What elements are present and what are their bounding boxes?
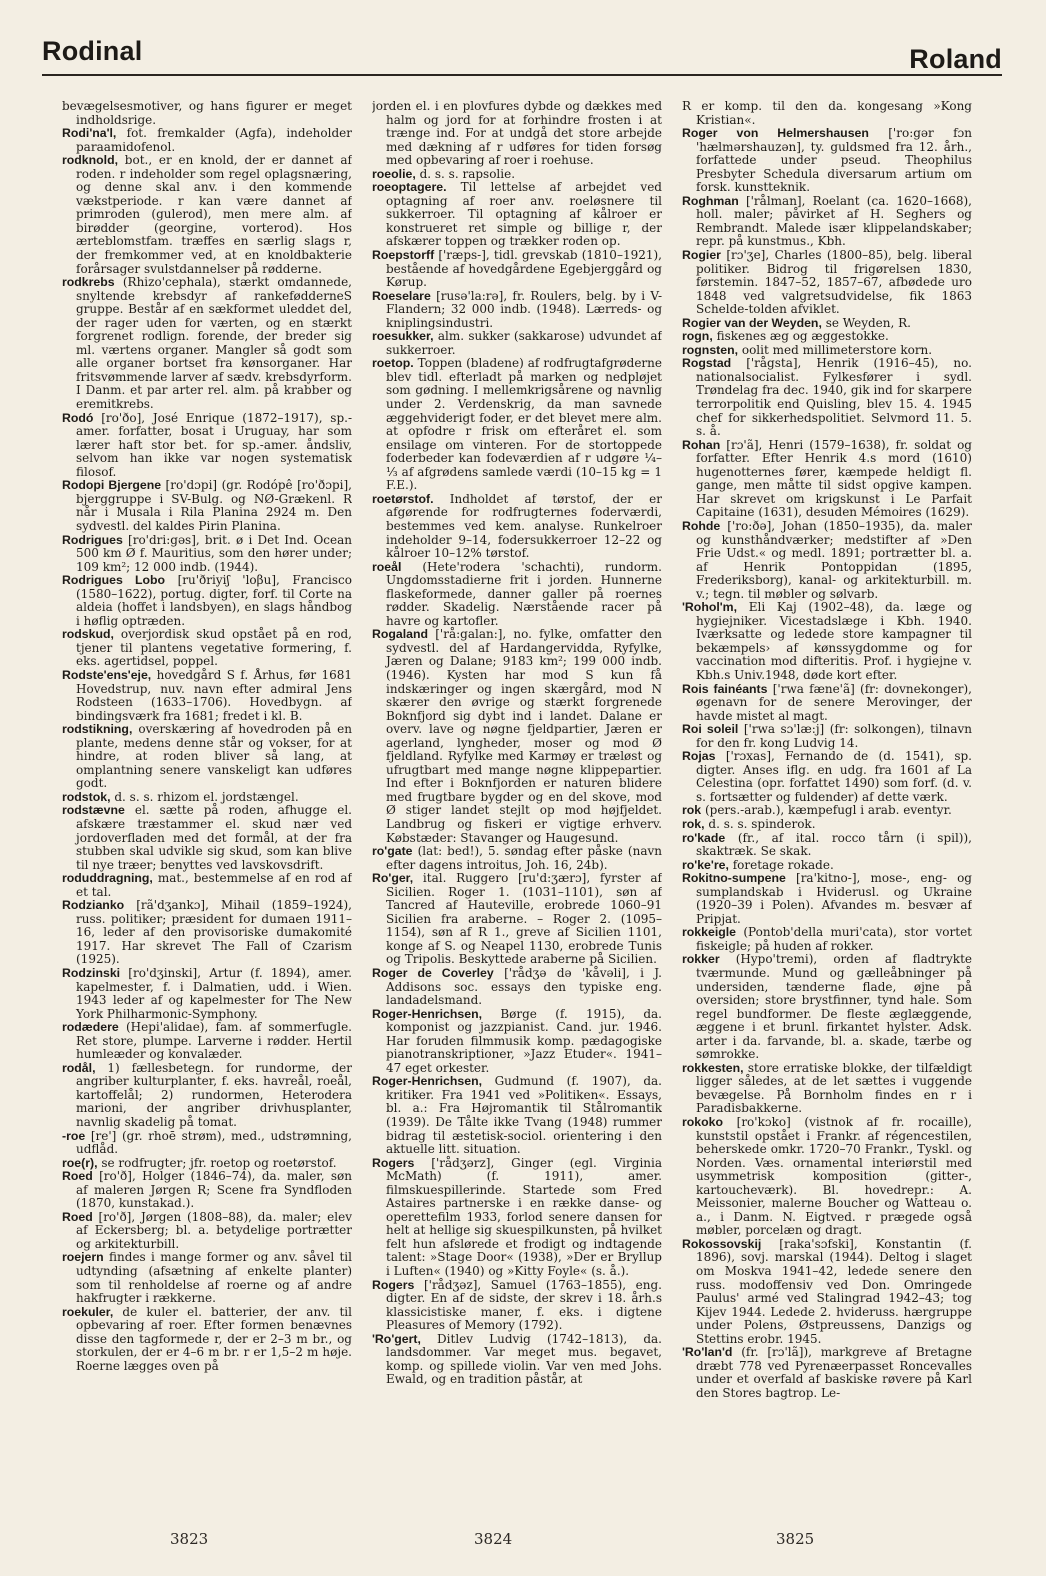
dictionary-entry [682, 723, 972, 750]
entry-definition: findes i mange former og anv. såvel til udtynding (afsætning af enkelte planter) som til renholdelse af roerne og af andre hakfrugter i rækkerne. [76, 1250, 352, 1306]
entry-headword: Roeselare [372, 288, 431, 303]
dictionary-entry [372, 1008, 662, 1076]
entry-headword: rok, [682, 816, 705, 831]
entry-definition: ['rågsta], Henrik (1916–45), no. nationalsocialist. Fylkesfører i sydl. Trøndelag fra dec. 1940, gik ind for skarpere terrorpolitik end Quisling, blev 15. 4. 1945 chef for sikkerhedspolitiet. Selvmord 11. 5. s. å. [696, 356, 972, 439]
entry-definition: [ro'dɔpi] (gr. Rodópê [ro'ðɔpi], bjerggruppe i SV-Bulg. og NØ-Grækenl. R når i Musala i Rila Planina 2924 m. Den sydvestl. del kaldes Pirin Planina. [76, 478, 352, 533]
dictionary-entry [62, 154, 352, 276]
dictionary-entry [62, 967, 352, 1021]
dictionary-entry [372, 1075, 662, 1156]
entry-definition: [rɔ'ʒe], Charles (1800–85), belg. liberal politiker. Bidrog til frigørelsen 1830, førstemin. 1847–52, 1857–67, afbødede uro 1848 ved valgretsudvidelse, fik 1863 Schelde-tolden afviklet. [696, 248, 972, 317]
entry-definition: [rã'dʒankɔ], Mihail (1859–1924), russ. politiker; præsident for dumaen 1911–16, leder af den provisoriske dumakomité 1917. Har skrevet The Fall of Czarism (1925). [76, 898, 352, 967]
entry-headword: Roger-Henrichsen, [372, 1074, 483, 1089]
entry-headword: rodædere [62, 1020, 119, 1035]
entry-headword: Rodopi Bjergene [62, 478, 162, 493]
dictionary-entry [62, 804, 352, 872]
entry-headword: roejern [62, 1250, 104, 1265]
entry-headword: roesukker, [372, 329, 434, 344]
entry-definition: de kuler el. batterier, der anv. til opbevaring af roer. Efter formen benævnes disse den tagformede r, der er 2–3 m br., og storkulen, der er 4–6 m br. r er 1,5–2 m høje. Roerne lægges oven på [76, 1304, 352, 1373]
entry-headword: rodkrebs [62, 275, 115, 290]
dictionary-entry [682, 953, 972, 1061]
entry-definition: (lat: bed!), 5. søndag efter påske (navn efter dagens introitus, Joh. 16, 24b). [386, 844, 662, 872]
entry-headword: ro'gate [372, 844, 413, 859]
entry-definition: foretage rokade. [732, 857, 834, 872]
dictionary-entry [372, 249, 662, 290]
page-number-left: 3823 [170, 1530, 209, 1548]
entry-headword: rokker [682, 952, 720, 967]
dictionary-entry [62, 412, 352, 480]
entry-headword: rokkesten, [682, 1060, 744, 1075]
entry-definition: ['ræps-], tidl. grevskab (1810–1921), bestående af hovedgårdene Egebjerggård og Kørup. [386, 248, 662, 290]
entry-definition: ['rålman], Roelant (ca. 1620–1668), holl. maler; påvirket af H. Seghers og Rembrandt. Malede især klippelandskaber; repr. på kunstmus., Kbh. [696, 193, 972, 249]
entry-definition: oolit med millimeterstore korn. [741, 342, 933, 357]
running-head-left: Rodinal [42, 36, 143, 66]
dictionary-entry [62, 1306, 352, 1374]
dictionary-entry [682, 750, 972, 804]
entry-headword: Rodzinski [62, 966, 121, 980]
entry-definition: ['ro:gər fɔn 'hælmərshauzən], ty. guldsmed fra 12. årh., forfattede under pseud. Theophilus Presbyter Schedula diversarum artium om forsk. kunstteknik. [696, 126, 972, 195]
entry-definition: d. s. s. spinderok. [708, 816, 816, 831]
entry-headword: rokoko [682, 1115, 723, 1130]
entry-headword: Rogaland [372, 627, 429, 642]
entry-headword: rogn, [682, 329, 713, 344]
dictionary-entry [682, 357, 972, 438]
entry-headword: Roi soleil [682, 722, 739, 737]
entry-headword: Rogier [682, 248, 721, 263]
dictionary-entry [682, 100, 972, 127]
dictionary-entry [682, 818, 972, 832]
dictionary-entry [372, 1157, 662, 1279]
entry-headword: 'Ro'gert, [372, 1331, 421, 1346]
entry-headword: Roger de Coverley [372, 966, 494, 980]
entry-headword: roeoptagere. [372, 180, 447, 195]
entry-headword: Rohan [682, 437, 721, 452]
entry-definition: [ro'ð], Holger (1846–74), da. maler, søn af maleren Jørgen R; Scene fra Syndfloden (1870, kunstakad.). [76, 1169, 352, 1211]
entry-definition: (Hepi'alidae), fam. af sommerfugle. Ret store, plumpe. Larverne i rødder. Hertil humleæder og konvalæder. [76, 1020, 352, 1062]
dictionary-entry [682, 1116, 972, 1238]
entry-headword: Rodrigues [62, 532, 123, 547]
entry-headword: roduddragning, [62, 871, 153, 886]
entry-headword: Roepstorff [372, 248, 435, 263]
entry-headword: rodknold, [62, 153, 119, 168]
dictionary-entry [372, 1333, 662, 1387]
dictionary-entry [682, 872, 972, 926]
entry-headword: rodskud, [62, 627, 114, 642]
entry-definition: (fr., af ital. rocco tårn (i spil)), skaktræk. Se skak. [696, 830, 972, 859]
dictionary-entry [62, 899, 352, 967]
entry-definition: (Rhizo'cephala), stærkt omdannede, snyltende krebsdyr af rankefødderneS gruppe. Består af en sækformet uleddet del, der rager uden for værten, og en stærkt forgrenet rodlign. forende, der breder sig ml. værtens organer. Mangler så godt som alle organer bortset fra kønsorganer. Har fritsvømmende larver af sædv. krebsdyrform. I Danm. et par arter rel. alm. på krabber og eremitkrebs. [76, 275, 352, 412]
entry-headword: Roghman [682, 193, 739, 208]
dictionary-entry [682, 1062, 972, 1116]
entry-definition: se rodfrugter; jfr. roetop og roetørstof. [101, 1155, 337, 1170]
entry-headword: Roger von Helmershausen [682, 126, 869, 141]
dictionary-entry [372, 290, 662, 331]
dictionary-entry [62, 1170, 352, 1211]
dictionary-entry [372, 1279, 662, 1333]
entry-definition: overjordisk skud opstået på en rod, tjener til plantens vegetative formering, f. eks. agertidsel, poppel. [76, 627, 352, 669]
dictionary-entry [372, 845, 662, 872]
entry-headword: Roger-Henrichsen, [372, 1006, 483, 1021]
dictionary-entry [682, 195, 972, 249]
dictionary-entry [62, 723, 352, 791]
entry-headword: Rodste'ens'eje, [62, 667, 152, 682]
dictionary-entry [62, 1062, 352, 1130]
dictionary-entry [372, 872, 662, 967]
entry-headword: Rogstad [682, 356, 732, 371]
entry-headword: rodål, [62, 1060, 96, 1075]
dictionary-entry [682, 1346, 972, 1400]
entry-definition: d. s. s. rapsolie. [419, 166, 516, 181]
entry-definition: d. s. s. rhizom el. jordstængel. [114, 789, 299, 804]
dictionary-entry [682, 330, 972, 344]
entry-definition: hovedgård S f. Århus, før 1681 Hovedstrup, nuv. navn efter admiral Jens Rodsteen (1633–1706). Hovedbygn. af bindingsværk fra 1681; fredet i kl. B. [76, 667, 352, 723]
dictionary-entry [372, 168, 662, 182]
entry-headword: -roe [62, 1128, 86, 1143]
page-number-middle: 3824 [474, 1530, 513, 1548]
entry-definition: ['rådʒəz], Samuel (1763–1855), eng. digter. En af de sidste, der skrev i 18. årh.s klassicistiske maner, f. eks. i digtene Pleasures of Memory (1792). [386, 1277, 662, 1333]
entry-definition: [ru'ðriyiʃ 'loβu], Francisco (1580–1622), portug. digter, forf. til Corte na aldeia (hoffet i landsbyen), en slags håndbog i høflig optræden. [76, 573, 352, 628]
entry-headword: roe(r), [62, 1155, 98, 1170]
dictionary-entry [62, 1130, 352, 1157]
entry-definition: ['rwa fæne'ã] (fr: dovnekonger), øgenavn for de senere Merovinger, der havde mistet al magt. [696, 681, 972, 723]
dictionary-entry [372, 330, 662, 357]
entry-headword: Ro'ger, [372, 871, 414, 886]
entry-definition: 1) fællesbetegn. for rundorme, der angriber kulturplanter, f. eks. havreål, roeål, kartoffelål; 2) rundormen, Heterodera marioni, der angriber drivhusplanter, navnlig skadelig på tomat. [76, 1060, 352, 1130]
entry-definition: [ra'kitno-], mose-, eng- og sumplandskab i Hviderusl. og Ukraine (1920–39 i Polen). Afvandes m. besvær af Pripjat. [696, 871, 972, 926]
entry-definition: alm. sukker (sakkarose) udvundet af sukkerroer. [386, 329, 662, 357]
dictionary-entry [682, 127, 972, 195]
dictionary-entry [372, 181, 662, 249]
entry-definition: [ro'ðo], José Enrique (1872–1917), sp.-amer. forfatter, bosat i Uruguay, har som lærer haft stor bet. for sp.-amer. åndsliv, selvom han ikke var nogen systematisk filosof. [76, 410, 352, 479]
entry-headword: roetop. [372, 356, 414, 371]
entry-definition: Til lettelse af arbejdet ved optagning af roer anv. roeløsnere til sukkerroer. Til optagning af kålroer er konstrueret ret simple og billige r, der afskærer toppen og trækker roden op. [386, 180, 662, 249]
entry-definition: R er komp. til den da. kongesang »Kong Kristian«. [682, 100, 972, 127]
entry-definition: mat., bestemmelse af en rod af et tal. [76, 871, 352, 899]
dictionary-entry [682, 926, 972, 953]
entry-headword: rodstok, [62, 789, 111, 804]
entry-headword: rognsten, [682, 342, 739, 357]
dictionary-entry [62, 1211, 352, 1252]
entry-definition: [ro'kɔko] (vistnok af fr. rocaille), kunststil opstået i Frankr. af régencestilen, beherskede omkr. 1720–70 Frankr., Tyskl. og Norden. Væs. ornamental interiørstil med usymmetrisk komposition (gitter-, kartoucheværk). Bl. hovedrepr.: A. Meissonier, malerne Boucher og Watteau o. a., i Danm. N. Eigtved. r prægede også møbler, porcelæn og dragt. [696, 1115, 972, 1238]
entry-headword: Rokossovskij [682, 1236, 762, 1251]
dictionary-entry [372, 561, 662, 629]
entry-definition: (fr. [rɔ'lã]), markgreve af Bretagne dræbt 778 ved Pyrenæerpasset Roncevalles under et overfald af baskiske røvere på Karl den Stores bagtrop. Le- [696, 1345, 972, 1400]
dictionary-entry [62, 1251, 352, 1305]
entry-definition: (Pontob'della muri'cata), stor vortet fiskeigle; på huden af rokker. [696, 925, 972, 953]
dictionary-entry [62, 534, 352, 575]
dictionary-entry [682, 439, 972, 520]
column-1 [62, 100, 352, 1510]
entry-definition: overskæring af hovedroden på en plante, medens denne står og vokser, for at hindre, at roden bliver så lang, at omplantning senere vanskeligt kan udføres godt. [76, 722, 352, 791]
entry-headword: 'Rohol'm, [682, 600, 738, 615]
entry-headword: roetørstof. [372, 491, 434, 506]
entry-headword: Rogers [372, 1277, 415, 1292]
entry-definition: el. sætte på roden, afhugge el. afskære træstammer el. skud nær ved jordoverfladen med det formål, at der fra stubben skal udvikle sig skud, som kan blive til nye træer; benyttes ved lavskovsdrift. [76, 803, 352, 872]
dictionary-entry [682, 601, 972, 682]
dictionary-entry [62, 276, 352, 411]
dictionary-entry [682, 1238, 972, 1346]
dictionary-entry [372, 357, 662, 492]
entry-headword: roeolie, [372, 166, 416, 181]
entry-definition: [raka'sɔfski], Konstantin (f. 1896), sovj. marskal (1944). Deltog i slaget om Moskva 1941–42, ledede senere den russ. modoffensiv ved Don. Omringede Paulus' armé ved Stalingrad 1942–43; tog Kijev 1944. Ledede 2. hvideruss. hærgruppe under Polens, Østpreussens, Danzigs og Stettins erobr. 1945. [696, 1236, 972, 1346]
entry-definition: Toppen (bladene) af rodfrugtafgrøderne blev tidl. efterladt på marken og nedpløjet som gødning. I mellemkrigsårene og navnlig under 2. Verdenskrig, da man savnede æggehviderigt foder, er det blevet mere alm. at opfodre r frisk om efteråret el. som ensilage om vinteren. For de stortoppede foderbeder kan fodeværdien af r udgøre ¼–⅓ af afgrødens samlede værdi (10–15 kg = 1 F.E.). [386, 356, 662, 493]
entry-definition: bevægelsesmotiver, og hans figurer er meget indholdsrige. [62, 100, 352, 127]
dictionary-entry [62, 100, 352, 127]
column-2 [372, 100, 662, 1510]
entry-headword: Rois fainéants [682, 681, 768, 696]
header-rule [42, 74, 1002, 76]
entry-definition: ital. Ruggero [ru'd:ʒærɔ], fyrster af Sicilien. Roger 1. (1031–1101), søn af Tancred af Hauteville, erobrede 1060–91 Sicilien fra araberne. – Roger 2. (1095–1154), søn af R 1., greve af Sicilien 1101, konge af S. og Neapel 1130, erobrede Tunis og Tripolis. Beskyttede araberne på Sicilien. [386, 871, 662, 967]
dictionary-entry [372, 100, 662, 168]
entry-definition: [ro'ð], Jørgen (1808–88), da. maler; elev af Eckersberg; bl. a. betydelige portrætter og arkitekturbill. [76, 1209, 352, 1251]
entry-definition: fiskenes æg og æggestokke. [716, 329, 889, 344]
column-3 [682, 100, 972, 1510]
entry-definition: Ditlev Ludvig (1742–1813), da. landsdommer. Var meget mus. begavet, komp. og spillede violin. Var ven med Johs. Ewald, og en tradition påstår, at [386, 1331, 662, 1387]
dictionary-entry [62, 574, 352, 628]
dictionary-entry [682, 317, 972, 331]
dictionary-entry [682, 520, 972, 601]
entry-definition: bot., er en knold, der er dannet af roden. r indeholder som regel oplagsnæring, og denne skal anv. i den kommende vækstperiode. r kan være dannet af primroden (gulerod), men mere alm. af birødder (georgine, vorterod). Hos ærteblomstfam. træffes en særlig slags r, der fremkommer ved, at en knoldbakterie forårsager svulstdannelser på rødderne. [76, 153, 352, 276]
entry-definition: [rɔ'ã], Henri (1579–1638), fr. soldat og forfatter. Efter Henrik 4.s mord (1610) hugenotternes fører, kæmpede heldigt fl. gange, men måtte til sidst opgive kampen. Har skrevet om krigskunst i Le Parfait Capitaine (1631), desuden Mémoires (1629). [696, 437, 972, 520]
dictionary-entry [682, 804, 972, 818]
entry-headword: Rodrigues Lobo [62, 573, 166, 588]
entry-definition: (pers.-arab.), kæmpefugl i arab. eventyr. [704, 803, 952, 818]
entry-headword: roekuler, [62, 1304, 114, 1319]
entry-definition: Børge (f. 1915), da. komponist og jazzpianist. Cand. jur. 1946. Har foruden filmmusik komp. pædagogiske pianotranskriptioner, »Jazz Etuder«. 1941–47 eget orkester. [386, 1006, 662, 1075]
dictionary-entry [62, 1157, 352, 1171]
entry-definition: ['rwa sɔ'læ:j] (fr: solkongen), tilnavn for den fr. kong Ludvig 14. [696, 722, 972, 750]
entry-headword: Roed [62, 1209, 93, 1224]
entry-headword: ro'kade [682, 830, 726, 845]
entry-definition: (Hete'rodera 'schachti), rundorm. Ungdomsstadierne frit i jorden. Hunnerne flaskeformede, danner galler på roernes rødder. Skadelig. Nærstående racer på havre og kartofler. [386, 559, 662, 628]
entry-headword: Rogers [372, 1155, 415, 1170]
running-head-right: Roland [909, 44, 1002, 74]
dictionary-entry [62, 127, 352, 154]
dictionary-entry [62, 628, 352, 669]
entry-definition: (Hypo'tremi), orden af fladtrykte tværmunde. Mund og gælleåbninger på undersiden, tænderne flade, øjne på oversiden; store brystfinner, tynd hale. Som regel bundformer. De fleste æglæggende, æggene i et brunl. firkantet hylster. Adsk. arter i da. farvande, bl. a. skade, tærbe og sømrokke. [696, 952, 972, 1062]
dictionary-entry [682, 683, 972, 724]
entry-headword: rokkeigle [682, 925, 736, 940]
entry-headword: ro'ke're, [682, 857, 729, 872]
dictionary-entry [62, 669, 352, 723]
entry-definition: ['rå:galan:], no. fylke, omfatter den sydvestl. del af Hardangervidda, Ryfylke, Jæren og Dalane; 9183 km²; 199 000 indb. (1946). Kysten har mod S kun få indskæringer og ingen skærgård, mod N skærer den øvrige og stærkt forgrenede Boknfjord sig dybt ind i landet. Dalane er overv. lave og nøgne fjeldpartier, Jæren er agerland, lyngheder, moser og mod Ø fjeldland. Ryfylke med Karmøy er træløst og ufrugtbart med mange nøgne klippepartier. Ind efter i Boknfjorden er naturen blidere med frugtbare bygder og en del skove, mod Ø stiger landet stejlt op mod højfjeldet. Landbrug og fiskeri er vigtige erhverv. Købstæder: Stavanger og Haugesund. [386, 627, 662, 845]
dictionary-entry [372, 967, 662, 1008]
entry-headword: Rodó [62, 410, 94, 425]
entry-definition: Indholdet af tørstof, der er afgørende for rodfrugternes foderværdi, bestemmes ved kem. analyse. Runkelroer indeholder 9–14, fodersukkerroer 12–22 og kålroer 10–12% tørstof. [386, 491, 662, 561]
entry-definition: jorden el. i en plovfures dybde og dækkes med halm og jord for at forhindre frosten i at trænge ind. For at undgå det store arbejde med dækning af r udføres for tiden forsøg med opbevaring af roer i roehuse. [372, 100, 662, 168]
entry-definition: se Weyden, R. [825, 315, 911, 330]
entry-headword: rodstævne [62, 803, 125, 818]
entry-definition: ['rɔxas], Fernando de (d. 1541), sp. digter. Anses iflg. en udg. fra 1601 af La Celestina (opr. forfattet 1490) som forf. (d. v. s. fortsætter og fuldender) af dette værk. [696, 749, 972, 804]
entry-headword: Rokitno-sumpene [682, 871, 786, 886]
entry-headword: Rogier van der Weyden, [682, 315, 822, 330]
entry-definition: ['rådʒərz], Ginger (egl. Virginia McMath) (f. 1911), amer. filmskuespillerinde. Startede som Fred Astaires partnerske i en række danse- og operettefilm 1933, forlod senere dansen for helt at hellige sig skuespilkunsten, på hvilket felt hun afslørede et frodigt og indtagende talent: »Stage Door« (1938), »Der er Bryllup i Luften« (1940) og »Kitty Foyle« (s. å.). [386, 1155, 662, 1279]
dictionary-entry [372, 493, 662, 561]
entry-headword: 'Ro'lan'd [682, 1345, 733, 1360]
entry-definition: Eli Kaj (1902–48), da. læge og hygiejniker. Vicestadslæge i Kbh. 1940. Iværksatte og ledede store kampagner til bekæmpels› af kønssygdomme og for vaccination mod difteritis. Prof. i hygiejne v. Kbh.s Univ.1948, døde kort efter. [696, 600, 972, 682]
entry-headword: Rodi'na'l, [62, 126, 117, 141]
entry-definition: [ro'dʒinski], Artur (f. 1894), amer. kapelmester, f. i Dalmatien, udd. i Wien. 1943 leder af og kapelmester for The New York Philharmonic-Symphony. [76, 966, 352, 1021]
entry-headword: rodstikning, [62, 722, 133, 737]
entry-definition: fot. fremkalder (Agfa), indeholder paraamidofenol. [76, 126, 352, 154]
entry-headword: Roed [62, 1169, 93, 1184]
entry-definition: [rusə'la:rə], fr. Roulers, belg. by i V-Flandern; 32 000 indb. (1948). Lærreds- og kniplingsindustri. [386, 288, 662, 330]
entry-definition: [re'] (gr. rhoē strøm), med., udstrømning, udflåd. [76, 1128, 352, 1157]
entry-definition: store erratiske blokke, der tilfældigt ligger således, at de let sættes i vuggende bevægelse. På Bornholm findes en r i Paradisbakkerne. [696, 1060, 972, 1116]
entry-definition: ['ro:ðə], Johan (1850–1935), da. maler og kunsthåndværker; medstifter af »Den Frie Udst.« og medl. 1891; portrætter bl. a. af Henrik Pontoppidan (1895, Frederiksborg), kanal- og arkitekturbill. m. v.; tegn. til møbler og sølvarb. [696, 518, 972, 601]
dictionary-entry [62, 479, 352, 533]
dictionary-entry [62, 872, 352, 899]
entry-headword: Rojas [682, 749, 716, 764]
dictionary-entry [682, 832, 972, 859]
entry-headword: Rohde [682, 518, 721, 533]
entry-definition: ['rådʒə də 'kåvəli], i J. Addisons soc. essays den typiske eng. landadelsmand. [386, 966, 662, 1008]
dictionary-entry [62, 1021, 352, 1062]
dictionary-entry [372, 628, 662, 845]
entry-headword: rok [682, 803, 702, 818]
entry-headword: roeål [372, 559, 402, 574]
dictionary-entry [682, 859, 972, 873]
entry-definition: [ro'dri:gəs], brit. ø i Det Ind. Ocean 500 km Ø f. Mauritius, som den hører under; 109 km²; 12 000 indb. (1944). [76, 532, 352, 574]
entry-headword: Rodzianko [62, 898, 125, 913]
dictionary-entry [682, 249, 972, 317]
page-number-right: 3825 [776, 1530, 815, 1548]
entry-definition: Gudmund (f. 1907), da. kritiker. Fra 1941 ved »Politiken«. Essays, bl. a.: Fra Højromantik til Stålromantik (1939). De Tålte ikke Tvang (1948) rummer bidrag til æstetisk-sociol. orientering i den aktuelle litt. situation. [386, 1074, 662, 1157]
